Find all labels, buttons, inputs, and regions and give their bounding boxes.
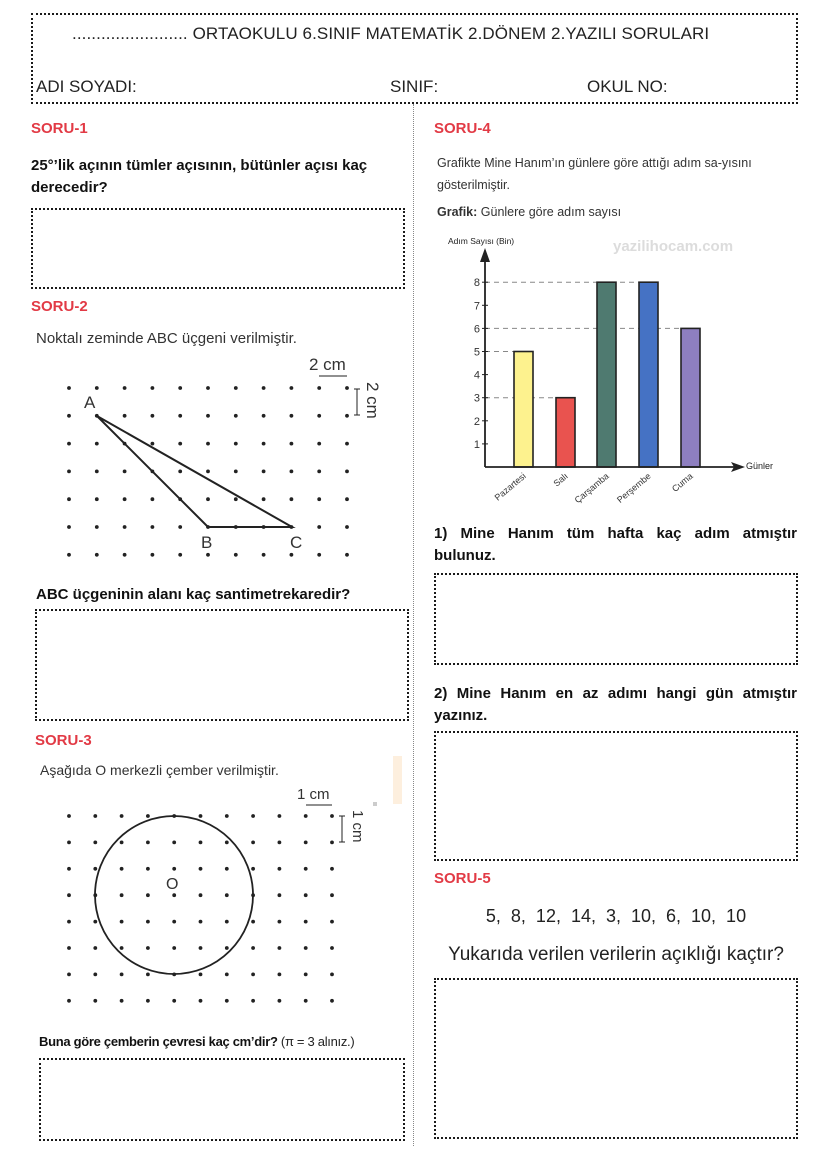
number-label: OKUL NO: xyxy=(587,77,668,96)
soru2-label: SORU-2 xyxy=(31,298,88,315)
soru3-answer-box[interactable] xyxy=(39,1058,405,1141)
dot-grid xyxy=(67,814,334,1003)
svg-text:7: 7 xyxy=(473,300,480,313)
name-label: ADI SOYADI: xyxy=(36,77,137,96)
svg-text:Cuma: Cuma xyxy=(669,470,695,494)
soru4-intro: Grafikte Mine Hanım’ın günlere göre attığı adım sa-yısını gösterilmiştir. xyxy=(437,156,752,192)
soru2-question: ABC üçgeninin alanı kaç santimetrekaredir? xyxy=(36,586,351,603)
scale-label-vertical: 2 cm xyxy=(363,382,382,419)
soru3-question xyxy=(39,1034,354,1049)
svg-text:3: 3 xyxy=(473,392,480,405)
center-o-label: O xyxy=(166,876,179,893)
soru4-q1-answer-box[interactable] xyxy=(434,573,798,665)
soru3-question-note: (π = 3 alınız.) xyxy=(280,1034,355,1049)
scale-label-horizontal: 2 cm xyxy=(309,355,346,374)
point-c-label: C xyxy=(290,533,303,552)
svg-text:Perşembe: Perşembe xyxy=(614,470,653,505)
svg-text:6: 6 xyxy=(473,323,480,336)
exam-title: ........................ ORTAOKULU 6.SINIF MATEMATİK 2.DÖNEM 2.YAZILI SORULARI xyxy=(72,24,710,43)
y-axis-arrow-icon xyxy=(480,248,490,262)
svg-text:Çarşamba: Çarşamba xyxy=(572,470,611,506)
scale-label-horizontal: 1 cm xyxy=(297,786,330,803)
svg-text:4: 4 xyxy=(473,369,480,382)
svg-text:5: 5 xyxy=(473,346,480,359)
soru3-label: SORU-3 xyxy=(35,732,92,749)
scale-label-vertical: 1 cm xyxy=(349,810,366,843)
soru4-q2: 2) Mine Hanım en az adımı hangi gün atmıştır yazınız. xyxy=(434,685,797,724)
soru1-label: SORU-1 xyxy=(31,120,88,137)
class-label: SINIF: xyxy=(390,77,439,96)
svg-text:2: 2 xyxy=(473,415,480,428)
soru3-question-bold: Buna göre çemberin çevresi kaç cm’dir? xyxy=(39,1034,278,1049)
svg-text:Pazartesi: Pazartesi xyxy=(492,470,528,503)
x-tick-labels xyxy=(493,471,695,505)
svg-text:8: 8 xyxy=(473,277,480,290)
grafik-title: Günlere göre adım sayısı xyxy=(480,205,622,219)
soru5-question: Yukarıda verilen verilerin açıklığı kaçtır? xyxy=(448,944,784,965)
soru4-q1: 1) Mine Hanım tüm hafta kaç adım atmıştır bulunuz. xyxy=(434,525,797,564)
grafik-label: Grafik: xyxy=(437,205,478,219)
soru5-answer-box[interactable] xyxy=(434,978,798,1139)
svg-text:1: 1 xyxy=(473,438,480,451)
soru4-q2-answer-box[interactable] xyxy=(434,731,798,861)
soru3-intro: Aşağıda O merkezli çember verilmiştir. xyxy=(40,762,279,778)
bar-chart xyxy=(0,0,828,520)
watermark-text: yazilihocam.com xyxy=(613,238,734,255)
soru5-numbers: 5, 8, 12, 14, 3, 10, 6, 10, 10 xyxy=(485,906,747,926)
chart-bars xyxy=(514,282,700,467)
soru4-label: SORU-4 xyxy=(434,120,491,137)
x-axis-label: Günler xyxy=(746,461,774,471)
soru1-question: 25°’lik açının tümler açısının, bütünler açısı kaç derecedir? xyxy=(31,157,368,196)
y-axis-label: Adım Sayısı (Bin) xyxy=(448,236,515,246)
svg-text:Salı: Salı xyxy=(551,470,570,489)
soru5-label: SORU-5 xyxy=(434,870,491,887)
point-a-label: A xyxy=(84,393,96,412)
soru2-intro: Noktalı zeminde ABC üçgeni verilmiştir. xyxy=(36,330,297,347)
point-b-label: B xyxy=(201,533,213,552)
